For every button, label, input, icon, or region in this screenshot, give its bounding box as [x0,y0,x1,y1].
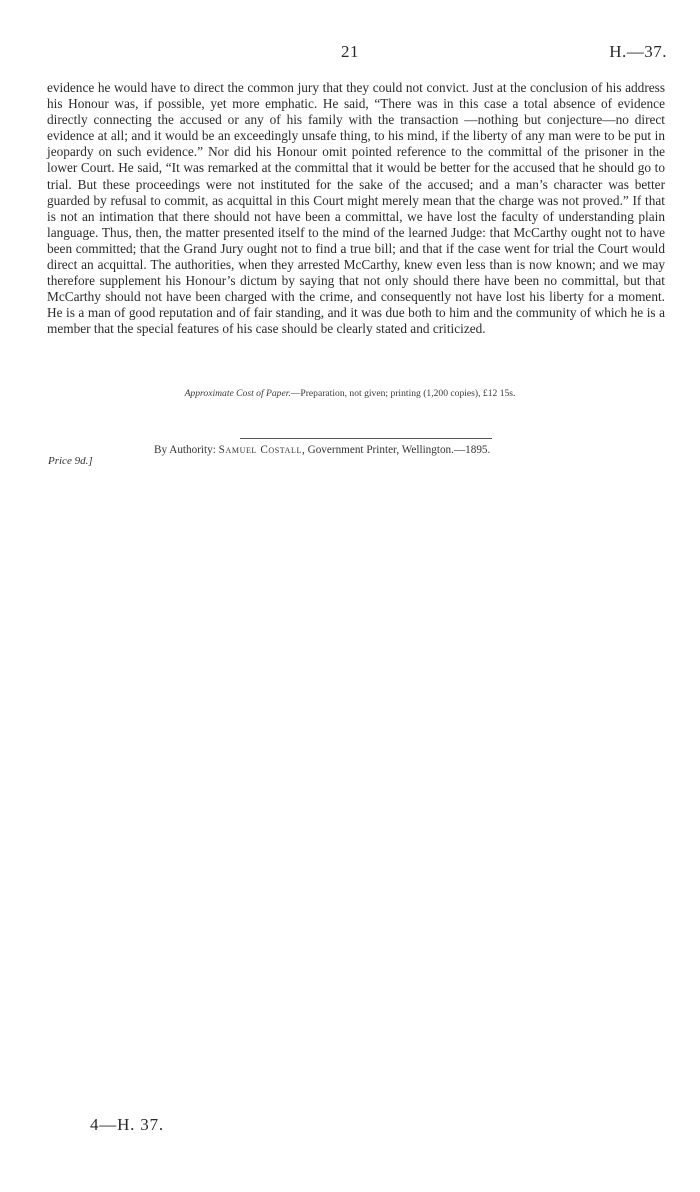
printer-name: Samuel Costall [218,444,303,456]
authority-suffix: , Government Printer, Wellington.—1895. [302,444,491,456]
divider-rule [240,438,492,439]
authority-line [154,444,490,456]
page-number: 21 [341,42,359,61]
body-paragraph: evidence he would have to direct the common jury that they could not convict. Just at the conclusion of his address his Honour was, if possible, yet more emphatic. He said, “There was in this case a total absence of evidence directly connecting the accused or any of his family with the transaction —nothing but conjecture—no direct evidence at all; and it would be an exceedingly unsafe thing, to his mind, if the liberty of any man were to be put in jeopardy on such evidence.” Nor did his Honour omit pointed reference to the committal of the prisoner in the lower Court. He said, “It was remarked at the committal that it would be better for the accused that he should go to trial. But these proceedings were not instituted for the sake of the accused; and a man’s character was better guarded by refusal to commit, as acquittal in this Court might merely mean that the charge was not proved.” If that is not an intimation that there should not have been a committal, we have lost the faculty of understanding plain language. Thus, then, the matter presented itself to the mind of the learned Judge: that McCarthy ought not to have been committed; that the Grand Jury ought not to find a true bill; and that if the case went for trial the Court would direct an acquittal. The authorities, when they arrested McCarthy, knew even less than is now known; and we may therefore supplement his Honour’s dictum by saying that not only should there have been no committal, but that McCarthy should not have been charged with the crime, and consequently not have lost his liberty for a moment. He is a man of good reputation and of fair standing, and it was due both to him and the community of which he is a member that the special features of his case should be clearly stated and criticized. [47,80,665,337]
document-reference: H.—37. [609,42,667,61]
authority-prefix: By Authority: [154,444,219,456]
cost-of-paper-note [0,388,700,399]
cost-text: —Preparation, not given; printing (1,200 copies), £12 15s. [290,388,516,399]
footer-reference: 4—H. 37. [90,1115,164,1134]
price-note: Price 9d.] [48,455,93,467]
cost-label: Approximate Cost of Paper. [184,388,291,399]
